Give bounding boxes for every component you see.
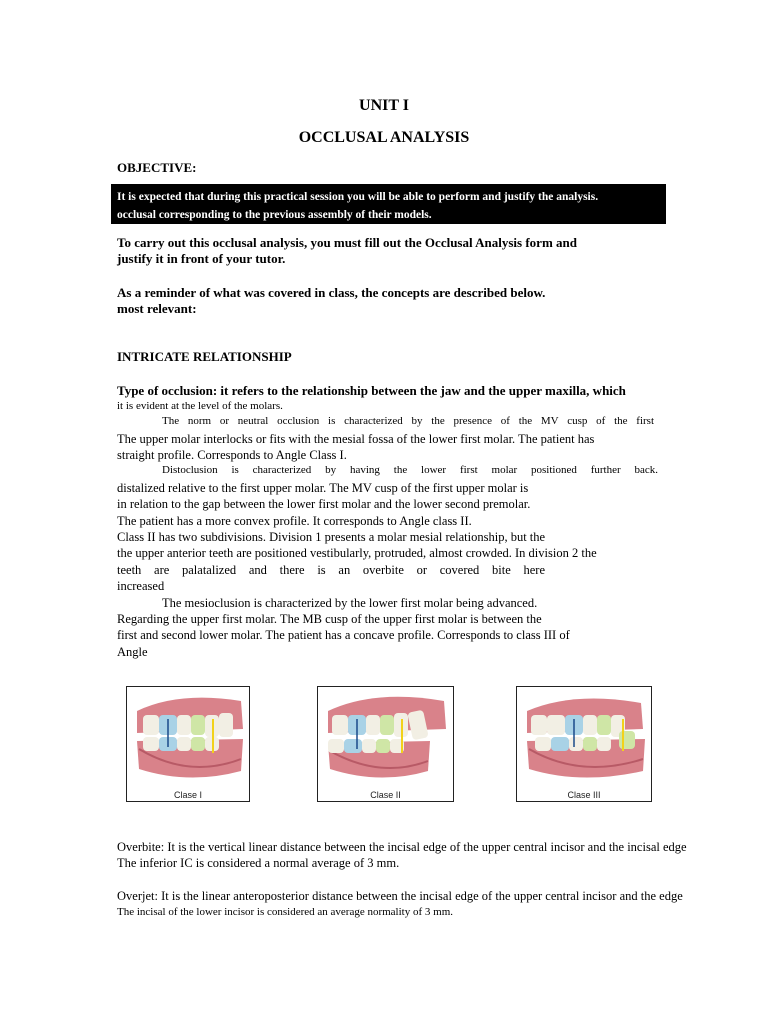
body-line: straight profile. Corresponds to Angle Class I.: [117, 448, 347, 462]
teeth-illustration-class-3: [519, 689, 649, 785]
body-line: The patient has a more convex profile. It corresponds to Angle class II.: [117, 514, 472, 528]
instructions-line-2: justify it in front of your tutor.: [117, 251, 286, 266]
body-line: teeth are palatalized and there is an overbite or covered bite here: [117, 563, 545, 577]
body-line: The norm or neutral occlusion is characterized by the presence of the MV cusp of the first: [162, 415, 654, 427]
body-line: Class II has two subdivisions. Division 1 presents a molar mesial relationship, but the: [117, 530, 546, 544]
body-line: The mesioclusion is characterized by the lower first molar being advanced.: [162, 596, 538, 610]
occlusion-type-text: Type of occlusion: it refers to the relationship between the jaw and the upper maxilla, which: [117, 383, 626, 398]
body-line: Distoclusion is characterized by having the lower first molar positioned further back.: [162, 464, 658, 476]
figure-class-1: [126, 686, 250, 802]
figure-label: Clase I: [173, 790, 202, 800]
instructions-line-1: To carry out this occlusal analysis, you must fill out the Occlusal Analysis form and: [117, 235, 577, 250]
body-line: Regarding the upper first molar. The MB cusp of the upper first molar is between the: [117, 612, 542, 626]
body-line: Angle: [117, 645, 148, 659]
instructions-line-3: As a reminder of what was covered in class, the concepts are described below.: [117, 285, 546, 300]
body-line: The upper molar interlocks or fits with the mesial fossa of the lower first molar. The patient has: [117, 432, 595, 446]
body-line: distalized relative to the first upper molar. The MV cusp of the first upper molar is: [117, 481, 529, 495]
figure-label: Clase III: [567, 790, 601, 800]
figure-label: Clase II: [370, 790, 401, 800]
body-line: first and second lower molar. The patient has a concave profile. Corresponds to class III of: [117, 628, 570, 642]
section-heading: INTRICATE RELATIONSHIP: [117, 349, 292, 364]
body-line: the upper anterior teeth are positioned vestibularly, protruded, almost crowded. In division 2 the: [117, 546, 597, 560]
objective-box: [111, 184, 666, 224]
objective-line-2: occlusal corresponding to the previous assembly of their models.: [117, 209, 432, 221]
unit-heading: UNIT I: [359, 97, 409, 114]
overbite-line-2: The inferior IC is considered a normal average of 3 mm.: [117, 856, 400, 870]
instructions-line-4: most relevant:: [117, 301, 197, 316]
teeth-illustration-class-1: [129, 689, 247, 785]
page-title: OCCLUSAL ANALYSIS: [298, 129, 470, 146]
teeth-illustration-class-2: [320, 689, 451, 785]
body-line: in relation to the gap between the lower first molar and the lower second premolar.: [117, 497, 531, 511]
objective-line-1: It is expected that during this practical session you will be able to perform and justify the analysis.: [117, 191, 599, 203]
body-line: increased: [117, 579, 165, 593]
overjet-line-1: Overjet: It is the linear anteroposterior distance between the incisal edge of the upper central incisor and the edge: [117, 889, 683, 903]
overjet-line-2: The incisal of the lower incisor is considered an average normality of 3 mm.: [117, 906, 454, 918]
molars-note: it is evident at the level of the molars.: [117, 400, 283, 412]
overbite-line-1: Overbite: It is the vertical linear distance between the incisal edge of the upper central incisor and the incisal edge: [117, 840, 687, 854]
figure-class-3: [516, 686, 652, 802]
figure-class-2: [317, 686, 454, 802]
objective-label: OBJECTIVE:: [117, 160, 197, 175]
